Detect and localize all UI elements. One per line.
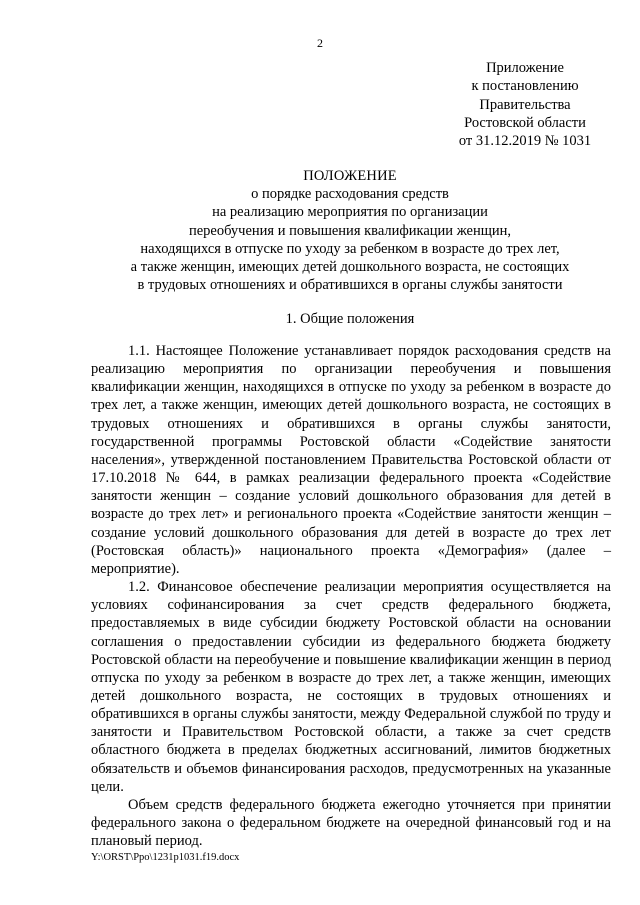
footer-file-path: Y:\ORST\Ppo\1231p1031.f19.docx <box>91 852 240 863</box>
appendix-line: Правительства <box>479 96 571 113</box>
document-title-block <box>80 167 620 294</box>
appendix-line: Ростовской области <box>464 114 586 131</box>
document-subtitle-line: на реализацию мероприятия по организации <box>212 204 488 221</box>
appendix-line: от 31.12.2019 № 1031 <box>458 133 592 150</box>
document-title: ПОЛОЖЕНИЕ <box>303 168 397 184</box>
appendix-line: к постановлению <box>471 78 579 95</box>
section-heading: 1. Общие положения <box>285 311 415 327</box>
document-subtitle-line: в трудовых отношениях и обратившихся в органы службы занятости <box>137 277 563 294</box>
paragraph: 1.2. Финансовое обеспечение реализации мероприятия осуществляется на условиях софинансирования за счет средств федерального бюджета, предоставляемых в виде субсидии бюджету Ростовской области на основании соглашения о предоставлении субсидии из федерального бюджета бюджету Ростовской области на переобучение и повышение квалификации женщин в период отпуска по уходу за ребенком в возрасте до трех лет, а также женщин, имеющих детей дошкольного возраста, не состоящих в трудовых отношениях и обратившихся в органы службы занятости, между Федеральной службой по труду и занятости и Правительством Ростовской области, а также за счет средств областного бюджета в пределах бюджетных ассигнований, лимитов бюджетных обязательств и объемов финансирования расходов, предусмотренных на указанные цели. <box>91 579 611 795</box>
paragraph: 1.1. Настоящее Положение устанавливает порядок расходования средств на реализацию мероприятия по организации переобучения и повышения квалификации женщин, находящихся в отпуске по уходу за ребенком в возрасте до трех лет, а также женщин, имеющих детей дошкольного возраста, не состоящих в трудовых отношениях и обратившихся в органы службы занятости, государственной программы Ростовской области «Содействие занятости населения», утвержденной постановлением Правительства Ростовской области от 17.10.2018 № 644, в рамках реализации федерального проекта «Содействие занятости женщин – создание условий дошкольного образования для детей в возрасте до трех лет» и регионального проекта «Содействие занятости женщин – создание условий дошкольного образования для детей в возрасте до трех лет (Ростовская область)» национального проекта «Демография» (далее – мероприятие). <box>91 343 611 577</box>
appendix-line: Приложение <box>486 60 564 76</box>
document-subtitle-line: находящихся в отпуске по уходу за ребенком в возрасте до трех лет, <box>140 240 560 257</box>
appendix-block <box>440 59 610 150</box>
document-subtitle-line: переобучения и повышения квалификации женщин, <box>188 222 512 239</box>
paragraph: Объем средств федерального бюджета ежегодно уточняется при принятии федерального закона о федеральном бюджете на очередной финансовый год и на плановый период. <box>91 796 611 850</box>
page-number: 2 <box>317 36 323 50</box>
section-body <box>91 342 611 850</box>
document-subtitle-line: о порядке расходования средств <box>251 186 449 203</box>
document-subtitle-line: а также женщин, имеющих детей дошкольного возраста, не состоящих <box>130 259 570 276</box>
